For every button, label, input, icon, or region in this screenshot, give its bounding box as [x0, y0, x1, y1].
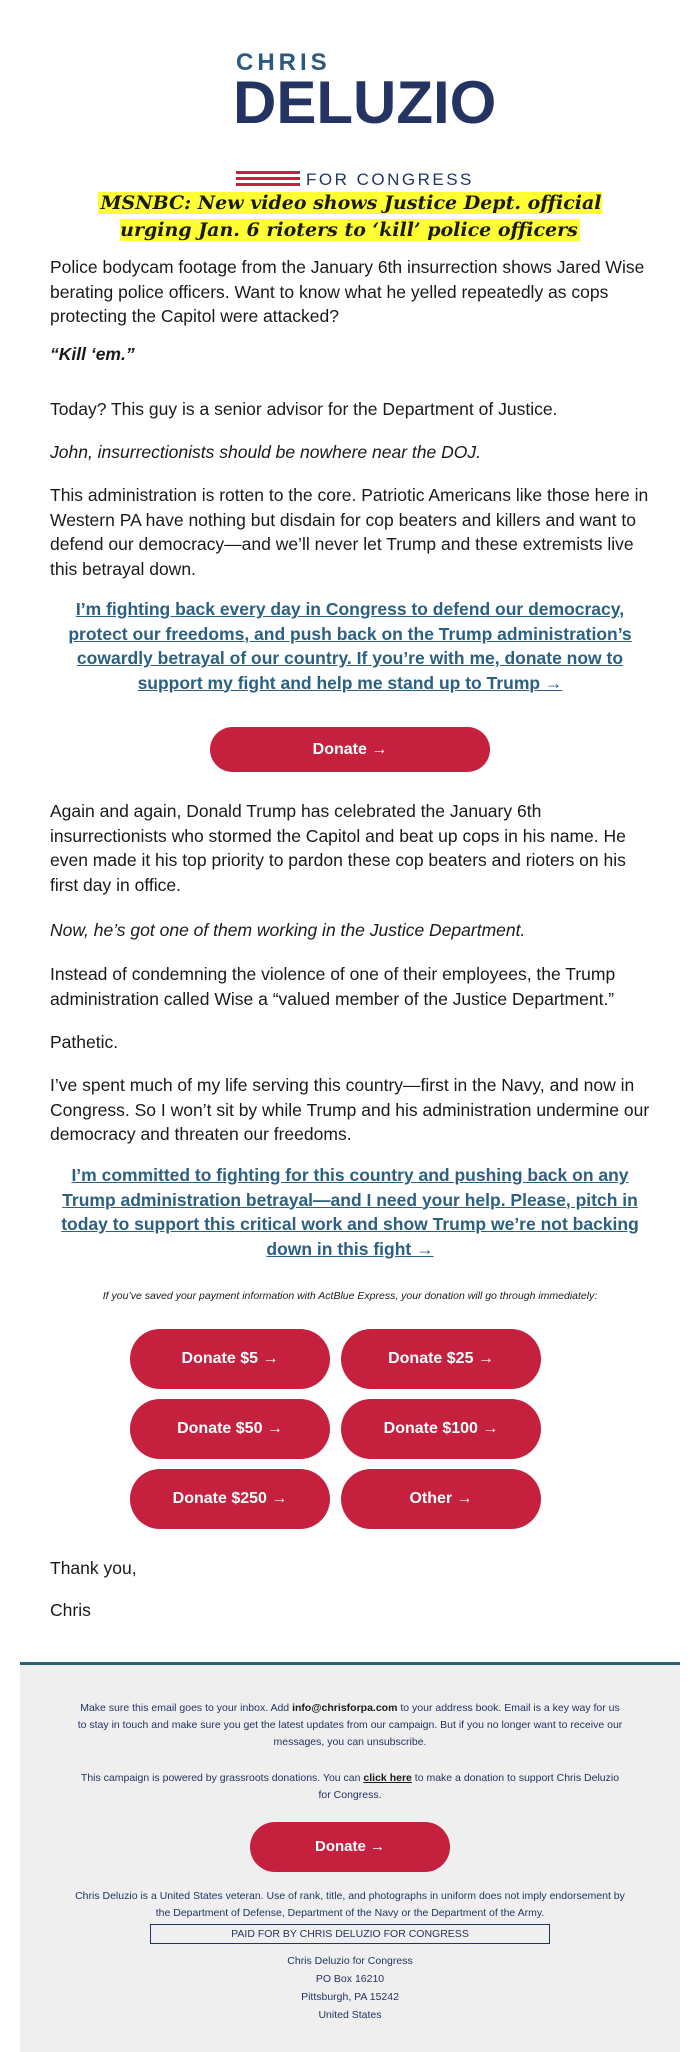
address-line: Pittsburgh, PA 15242 [301, 1991, 399, 2003]
paragraph-bodycam: Police bodycam footage from the January 6th insurrection shows Jared Wise berating police officers. Want to know what he yelled repeatedly as cops protecting the Capitol were attacked? [50, 257, 645, 326]
paragraph-navy: I’ve spent much of my life serving this country—first in the Navy, and now in Congress. So I won’t sit by while Trump and his administration undermine our democracy and threaten our freedoms. [50, 1075, 650, 1144]
paragraph-rotten: This administration is rotten to the core. Patriotic Americans like those here in Western PA have nothing but disdain for cop beaters and killers and want to defend our democracy—and we’ll never let Trump and these extremists live this betrayal down. [50, 485, 649, 579]
paid-for-disclaimer: PAID FOR BY CHRIS DELUZIO FOR CONGRESS [150, 1924, 550, 1944]
footer-donate-button[interactable]: Donate → [250, 1822, 450, 1872]
signature: Chris [50, 1600, 91, 1620]
logo-first-name: CHRIS [236, 49, 331, 76]
paragraph-working: Now, he’s got one of them working in the Justice Department. [50, 920, 526, 940]
address-line: Chris Deluzio for Congress [287, 1955, 413, 1967]
campaign-logo [0, 49, 700, 189]
footer-click-here-link[interactable]: click here [363, 1772, 412, 1784]
paragraph-pardon: Again and again, Donald Trump has celebrated the January 6th insurrectionists who stormed the Capitol and beat up cops in his name. He even made it his top priority to pardon these cop beaters and rioters on his first day in office. [50, 801, 626, 895]
mailing-address [200, 1952, 500, 2024]
donate-other-button[interactable]: Other → [341, 1469, 541, 1529]
footer-inbox-notice: Make sure this email goes to your inbox. Add info@chrisforpa.com to your address book. Email is a key way for us to stay in touch and make sure you get the latest updates from our campaign. But if you no longer want to receive our messages, you can unsubscribe. [77, 1702, 623, 1748]
signoff: Thank you, [50, 1558, 137, 1578]
donate-5-button[interactable]: Donate $5 → [130, 1329, 330, 1389]
footer-email-address[interactable]: info@chrisforpa.com [292, 1702, 398, 1714]
address-line: PO Box 16210 [315, 1973, 385, 1985]
paragraph-doj: John, insurrectionists should be nowhere near the DOJ. [50, 442, 481, 462]
paragraph-condemning: Instead of condemning the violence of one of their employees, the Trump administration called Wise a “valued member of the Justice Department.” [50, 964, 616, 1009]
donate-50-button[interactable]: Donate $50 → [130, 1399, 330, 1459]
email-footer [20, 1662, 680, 2052]
donate-button[interactable]: Donate → [210, 727, 490, 772]
footer-grassroots-notice: This campaign is powered by grassroots donations. You can click here to make a donation to support Chris Deluzio for Congress. [80, 1772, 620, 1801]
logo-tagline: FOR CONGRESS [306, 170, 474, 189]
donate-250-button[interactable]: Donate $250 → [130, 1469, 330, 1529]
donate-100-button[interactable]: Donate $100 → [341, 1399, 541, 1459]
paragraph-quote: “Kill ‘em.” [50, 344, 135, 364]
logo-stripes-icon [236, 171, 300, 189]
footer-veteran-disclaimer: Chris Deluzio is a United States veteran. Use of rank, title, and photographs in uniform does not imply endorsement by the Department of Defense, Department of the Navy or the Department of the Army. [75, 1890, 625, 1919]
donate-25-button[interactable]: Donate $25 → [341, 1329, 541, 1389]
paragraph-senior-advisor: Today? This guy is a senior advisor for the Department of Justice. [50, 399, 558, 419]
logo-last-name: DELUZIO [233, 69, 497, 136]
headline: MSNBC: New video shows Justice Dept. official urging Jan. 6 rioters to ‘kill’ police officers [100, 192, 602, 241]
donate-link-2[interactable]: I’m committed to fighting for this country and pushing back on any Trump administration betrayal—and I need your help. Please, pitch in today to support this critical work and show Trump we’re not backing down in this fight → [61, 1165, 639, 1259]
donate-link-1[interactable]: I’m fighting back every day in Congress to defend our democracy, protect our freedoms, and push back on the Trump administration’s cowardly betrayal of our country. If you’re with me, donate now to support my fight and help me stand up to Trump → [68, 599, 632, 693]
actblue-express-note: If you’ve saved your payment information with ActBlue Express, your donation will go through immediately: [102, 1290, 598, 1302]
address-line: United States [318, 2009, 382, 2021]
paragraph-pathetic: Pathetic. [50, 1032, 119, 1052]
